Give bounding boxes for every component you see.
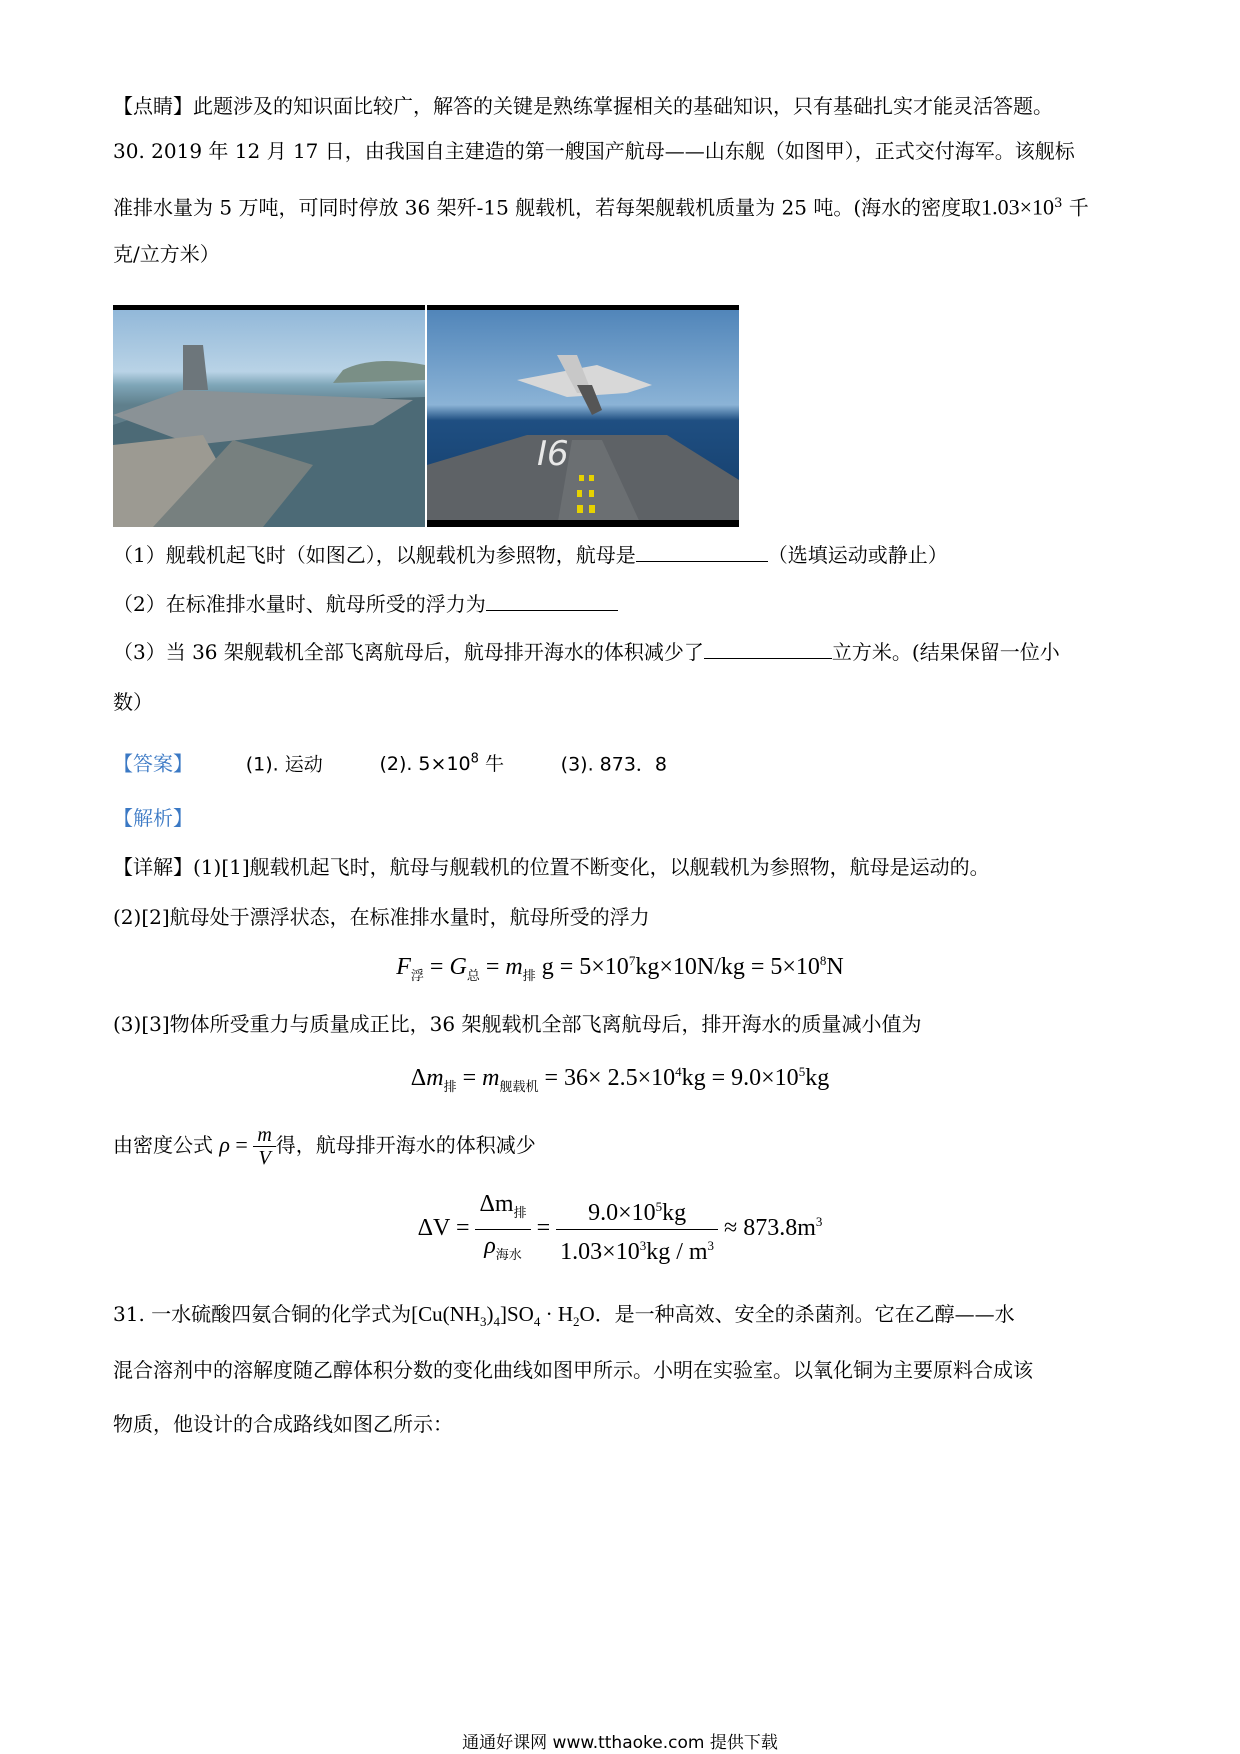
answer-1: (1). 运动 [245,753,323,776]
eq1-eq: = [423,954,450,980]
answer-2-value: (2). 5×10 [379,753,471,776]
eq2-mid: kg = 9.0×10 [681,1065,799,1091]
detail-line-1: 【详解】(1)[1]舰载机起飞时，航母与舰载机的位置不断变化，以舰载机为参照物，航母是运动的。 [113,855,990,879]
sub3-text: （3）当 36 架舰载机全部飞离航母后，航母排开海水的体积减少了 [113,640,704,664]
eq4-n1-sub: 排 [513,1204,527,1220]
q30-line-1: 30. 2019 年 12 月 17 日，由我国自主建造的第一艘国产航母——山东舰（如图甲），正式交付海军。该舰标 [113,139,1075,163]
eq4-n1: Δm [479,1191,514,1217]
eq1-f: F [396,954,411,980]
q30-line-2-text: 准排水量为 5 万吨，可同时停放 36 架歼-15 舰载机，若每架舰载机质量为 25 吨。(海水的密度取 [113,195,982,220]
eq2-exp2: 5 [798,1064,806,1079]
density-exponent: 3 [1054,196,1063,211]
answer-line [113,746,667,778]
eq2-eq: = [456,1065,483,1091]
equation-mass [0,1064,1240,1095]
eq1-g-sub: 总 [466,967,480,983]
eq4-d2-exp: 3 [639,1237,647,1253]
cf-3: ) [486,1302,494,1326]
answer-3: (3). 873．8 [560,753,668,776]
detail-line-3: (3)[3]物体所受重力与质量成正比，36 架舰载机全部飞离航母后，排开海水的质量减小值为 [113,1012,922,1036]
density-num: m [253,1124,275,1147]
answer-2-exponent: 8 [470,752,479,767]
eq4-approx-exp: 3 [815,1213,823,1229]
eq4-n2-unit: kg [662,1199,687,1226]
eq4-approx: ≈ 873.8m [718,1214,816,1241]
answer-2 [379,753,504,775]
key-point-paragraph: 【点睛】此题涉及的知识面比较广，解答的关键是熟练掌握相关的基础知识，只有基础扎实才能灵活答题。 [113,94,1053,118]
eq4-n2: 9.0×10 [588,1199,656,1226]
eq2-delta: Δ [410,1065,427,1091]
q31-tail: ．是一种高效、安全的杀菌剂。它在乙醇——水 [594,1302,1015,1326]
sub3-text-end: 立方米。(结果保留一位小 [831,640,1060,664]
cf-1: [Cu(NH [411,1302,480,1326]
q30-subquestion-3 [113,638,1060,666]
analysis-tag: 【解析】 [113,806,193,830]
q31-lead: 31. 一水硫酸四氨合铜的化学式为 [113,1302,412,1326]
eq4-eq: = [530,1214,557,1241]
sub1-text: （1）舰载机起飞时（如图乙），以舰载机为参照物，航母是 [113,543,636,567]
q31-line-1 [113,1300,1015,1336]
q31-line-3: 物质，他设计的合成路线如图乙所示： [113,1412,453,1436]
density-den: V [258,1147,271,1169]
density-eq: = [229,1132,254,1157]
eq4-d2: 1.03×10 [560,1238,640,1265]
density-rho: ρ [219,1132,230,1157]
cf-5: ]SO [500,1302,534,1326]
footer-source: 通通好课网 www.tthaoke.com 提供下载 [462,1733,778,1753]
eq4-n2-exp: 5 [655,1198,663,1214]
answer-tag: 【答案】 [113,751,193,776]
q30-subquestion-2 [113,590,618,618]
eq4-d2-unit-exp: 3 [707,1237,715,1253]
sub1-blank [636,543,768,562]
equation-volume [0,1188,1240,1271]
carrier-photo [113,305,425,527]
detail-line-2: (2)[2]航母处于漂浮状态，在标准排水量时，航母所受的浮力 [113,905,650,929]
eq4-frac1 [475,1188,530,1271]
answer-2-unit: 牛 [478,753,504,776]
eq4-lhs: ΔV = [417,1214,476,1241]
eq4-frac2 [556,1191,718,1268]
cf-4: 4 [493,1314,500,1330]
q30-subquestion-3-cont: 数） [113,690,153,714]
eq1-m: m [505,954,523,980]
eq1-m-sub: 排 [522,967,536,983]
density-formula-lead: 由密度公式 [113,1133,213,1157]
q30-subquestion-1 [113,541,948,569]
chemical-formula [411,1302,595,1330]
eq2-m2: m [482,1065,500,1091]
density-value: 1.03×10 [981,194,1055,220]
eq4-d1-sub: 海水 [495,1246,522,1262]
cf-6: 4 [533,1314,541,1330]
cf-7: · H [540,1302,574,1326]
density-formula-line [113,1120,536,1170]
equation-buoyancy [0,953,1240,984]
eq2-m: m [426,1065,444,1091]
cf-2: 3 [480,1314,487,1330]
q30-line-3: 克/立方米） [113,242,220,266]
eq1-exp2: 8 [819,953,827,968]
eq2-m-sub: 排 [443,1078,457,1094]
jet-takeoff-photo [427,305,739,527]
eq2-rest: = 36× 2.5×10 [538,1065,676,1091]
eq2-exp1: 4 [675,1064,682,1079]
svg-text:I6: I6 [537,434,569,474]
eq2-m2-sub: 舰载机 [499,1078,539,1094]
density-fraction [253,1124,275,1169]
eq4-d1: ρ [484,1232,496,1259]
cf-9: O [579,1302,595,1326]
eq1-eq2: = [479,954,506,980]
density-unit-start: 千 [1062,195,1089,220]
q31-line-2: 混合溶剂中的溶解度随乙醇体积分数的变化曲线如图甲所示。小明在实验室。以氧化铜为主要原料合成该 [113,1358,1033,1382]
density-formula-tail: 得，航母排开海水的体积减少 [275,1133,536,1157]
eq1-f-sub: 浮 [410,967,424,983]
eq1-end: N [826,954,844,980]
eq1-g: G [449,954,467,980]
sub1-hint: （选填运动或静止） [767,543,948,567]
eq2-end: kg [805,1065,830,1091]
cf-8: 2 [573,1314,580,1330]
q30-line-2 [113,190,1089,222]
sub3-blank [704,640,832,659]
eq1-mid: kg×10N/kg = 5×10 [635,954,820,980]
sub2-blank [486,592,618,611]
eq1-exp1: 7 [628,953,636,968]
eq4-d2-unit: kg / m [646,1238,708,1265]
eq1-rest: g = 5×10 [535,954,629,980]
sub2-text: （2）在标准排水量时、航母所受的浮力为 [113,592,486,616]
